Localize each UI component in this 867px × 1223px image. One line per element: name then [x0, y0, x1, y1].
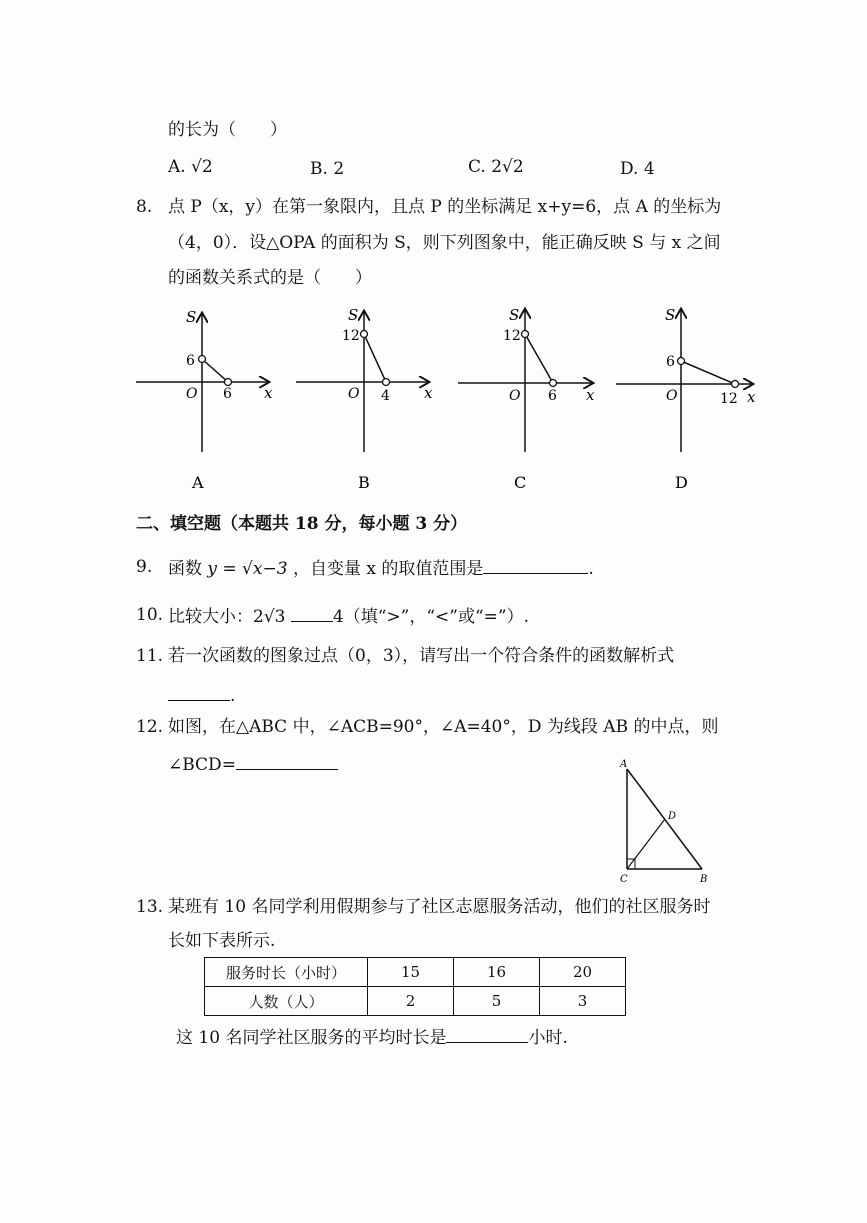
- graph-a: [136, 308, 273, 452]
- q10-line: 比较大小：2√3 4（填“>”，“<”或“=”）.: [168, 603, 529, 629]
- graph-b-axis-x: x: [424, 384, 433, 402]
- graph-d-xtick: 12: [720, 391, 738, 407]
- q10-answer-blank[interactable]: [291, 603, 333, 622]
- q12-label-d: D: [668, 811, 677, 822]
- q8-graphs: [0, 0, 867, 500]
- q13-line2: 长如下表所示.: [168, 931, 276, 951]
- q12-label-c: C: [620, 874, 628, 885]
- table-row: [205, 987, 626, 1016]
- q7-tail-text: 的长为（ ）: [168, 120, 287, 140]
- q10-number: 10.: [136, 605, 164, 625]
- graph-c-xtick: 6: [548, 388, 557, 404]
- q12-label-a: A: [620, 759, 628, 770]
- graph-c-axis-x: x: [586, 386, 595, 404]
- q8-line3: 的函数关系式的是（ ）: [168, 268, 372, 288]
- q12-line1: 如图，在△ABC 中，∠ACB=90°，∠A=40°，D 为线段 AB 的中点，则: [168, 717, 719, 737]
- graph-a-label: A: [192, 473, 204, 492]
- q12-answer-blank[interactable]: [236, 751, 338, 770]
- q7-option-c: C. 2√2: [468, 157, 524, 177]
- q13-answer-blank[interactable]: [446, 1024, 528, 1043]
- q13-table: [204, 957, 626, 1016]
- table-cell: 人数（人）: [205, 987, 368, 1016]
- graph-d-origin: O: [666, 388, 678, 404]
- graph-c-ytick: 12: [503, 328, 521, 344]
- graph-d-ytick: 6: [666, 354, 675, 370]
- q7-option-a: A. √2: [168, 157, 213, 177]
- graph-a-axis-s: S: [186, 308, 197, 326]
- table-header-cell: 服务时长（小时）: [205, 958, 368, 987]
- table-row: [205, 958, 626, 987]
- graph-b-axis-s: S: [348, 306, 359, 324]
- q12-number: 12.: [136, 717, 164, 737]
- q11-number: 11.: [136, 646, 164, 666]
- q9-answer-blank[interactable]: [483, 555, 588, 574]
- q13-number: 13.: [136, 897, 164, 917]
- q8-line1: 点 P（x，y）在第一象限内，且点 P 的坐标满足 x+y=6，点 A 的坐标为: [168, 197, 722, 217]
- table-cell: 2: [368, 987, 454, 1016]
- graph-d-label: D: [675, 473, 688, 492]
- graph-b-label: B: [358, 473, 370, 492]
- graph-c: [458, 306, 595, 452]
- graph-a-origin: O: [186, 386, 198, 402]
- table-cell: 3: [540, 987, 626, 1016]
- graph-b-origin: O: [348, 386, 360, 402]
- table-header-cell: 20: [540, 958, 626, 987]
- q11-text: 若一次函数的图象过点（0，3），请写出一个符合条件的函数解析式: [168, 646, 675, 666]
- q13-line3: 这 10 名同学社区服务的平均时长是 小时.: [176, 1024, 568, 1050]
- graph-c-axis-s: S: [509, 306, 520, 324]
- q12-label-b: B: [700, 874, 708, 885]
- graph-b-xtick: 4: [381, 388, 390, 404]
- table-cell: 5: [454, 987, 540, 1016]
- graph-b: [296, 306, 433, 452]
- q7-option-d: D. 4: [620, 159, 655, 179]
- q7-option-b: B. 2: [310, 159, 345, 179]
- q9-line: 函数 y = √x−3 ，自变量 x 的取值范围是 .: [168, 555, 594, 581]
- table-header-cell: 16: [454, 958, 540, 987]
- q12-triangle-figure: [610, 755, 720, 887]
- q8-line2: （4，0）．设△OPA 的面积为 S，则下列图象中，能正确反映 S 与 x 之间: [168, 233, 721, 253]
- graph-d-axis-x: x: [747, 388, 756, 406]
- q11-answer-blank[interactable]: [168, 682, 230, 701]
- q12-line2: ∠BCD=: [168, 751, 338, 777]
- q13-line1: 某班有 10 名同学利用假期参与了社区志愿服务活动，他们的社区服务时: [168, 897, 711, 917]
- section-2-title: 二、填空题（本题共 18 分，每小题 3 分）: [136, 514, 468, 534]
- graph-c-origin: O: [509, 388, 521, 404]
- q8-number: 8.: [136, 197, 153, 217]
- graph-b-ytick: 12: [342, 328, 360, 344]
- graph-c-label: C: [514, 473, 527, 492]
- q9-number: 9.: [136, 557, 153, 577]
- table-header-cell: 15: [368, 958, 454, 987]
- q9-formula: y = √x−3: [207, 559, 288, 579]
- graph-a-ytick: 6: [186, 353, 195, 369]
- graph-a-axis-x: x: [264, 384, 273, 402]
- q11-answer: .: [168, 682, 235, 708]
- graph-d-axis-s: S: [665, 306, 676, 324]
- graph-d: [616, 306, 756, 452]
- graph-a-xtick: 6: [223, 386, 232, 402]
